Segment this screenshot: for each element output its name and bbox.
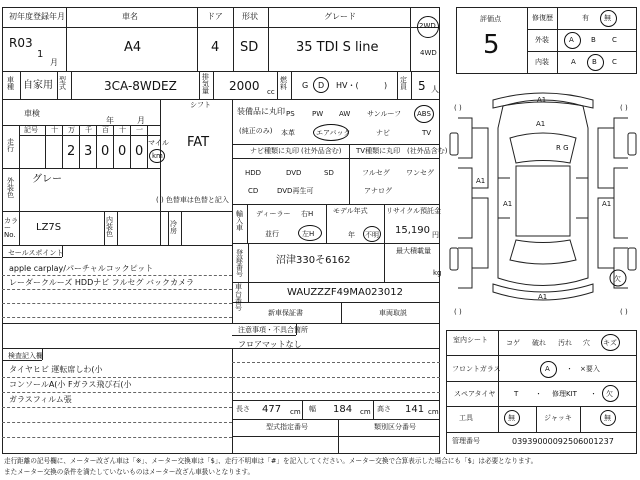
import-label: 輸入車 (236, 210, 243, 232)
interior-grade-c: C (612, 58, 617, 66)
navi-title: ナビ種類に丸印 (250, 147, 299, 155)
front-glass-item: ×要入 (580, 365, 600, 373)
exterior-grade-label: 外装 (535, 36, 549, 44)
model-year-unknown: 不明 (365, 231, 379, 239)
score-label: 評価点 (480, 15, 501, 23)
usage-value: 自家用 (23, 80, 53, 91)
inspector-line: ガラスフィルム張 (9, 395, 72, 404)
mileage-unit-mile: マイル (148, 139, 169, 147)
spare-item: T (514, 390, 519, 398)
color-no-value: LZ7S (36, 222, 62, 233)
spare-item: 修理KIT (552, 390, 577, 398)
inspector-line: タイヤヒビ 運転席しわ(小 (9, 365, 103, 374)
inspector-title: 検査記入欄 (8, 352, 43, 360)
jack-label: ジャッキ (544, 414, 572, 422)
load-label: 最大積載量 (396, 247, 431, 255)
capacity-value: 5 (418, 79, 426, 93)
import-left-hand: 左H (302, 230, 315, 238)
inspection-year: 年 (106, 116, 114, 125)
repair-label: 修復歴 (532, 14, 553, 22)
exterior-grade-b: B (591, 36, 596, 44)
tv-oneseg: ワンセグ (406, 169, 434, 177)
seat-item: キズ (603, 339, 617, 347)
navi-dvd: DVD (286, 169, 302, 177)
footer-line-2: またメーター交換の条件を満たしていないものはメーター改ざん車扱いとなります。 (4, 468, 255, 476)
paren-mark: ( ) (620, 308, 628, 316)
repair-no: 無 (604, 14, 611, 22)
inspector-line: コンソールA(小 Fガラス飛び石(小 (9, 380, 132, 389)
tv-title: TV種類に丸印 (356, 147, 401, 155)
spare-item: 欠 (606, 390, 613, 398)
first-reg-label: 初年度登録年月 (9, 12, 65, 21)
exterior-label: 外装色 (7, 177, 14, 199)
mileage-digit: 0 (135, 144, 144, 159)
capacity-label: 定員 (400, 76, 407, 91)
height-value: 141 (405, 404, 425, 415)
damage-mark: A1 (538, 293, 548, 301)
warranty-card: 新車保証書 (268, 309, 303, 317)
mgmt-number: 03939000092506001237 (512, 437, 614, 446)
capacity-unit: 人 (431, 85, 439, 94)
doors-value: 4 (211, 40, 220, 55)
month-unit: 月 (50, 58, 58, 67)
spare-item: ・ (590, 390, 597, 398)
interior-grade-a: A (571, 58, 576, 66)
damage-mark: A1 (536, 120, 546, 128)
recycle-value: 15,190 (395, 225, 430, 236)
first-reg-era: R03 (9, 36, 33, 50)
fuel-d: D (318, 81, 325, 90)
import-right-hand: 右H (301, 210, 314, 218)
sales-point-line: レーダークルーズ HDDナビ フルセグ バックカメラ (9, 278, 195, 287)
fuel-paren: ) (384, 81, 388, 90)
equip-sunroof: サンルーフ (367, 110, 402, 118)
fuel-hv: HV・( (336, 81, 359, 90)
displacement-value: 2000 (229, 79, 260, 93)
equip-ps: PS (286, 110, 295, 118)
mileage-digit: 0 (118, 144, 127, 159)
grade-label: グレード (324, 12, 356, 21)
mileage-unit-km: km (152, 152, 163, 160)
sales-title: セールスポイント (8, 249, 64, 257)
mileage-digit: 0 (101, 144, 110, 159)
score-value: 5 (483, 30, 500, 60)
recycle-label: リサイクル預託金 (386, 207, 442, 215)
mileage-label: 走行 (7, 138, 14, 153)
color-no-label: カラーNo. (4, 217, 18, 239)
damage-mark: R G (556, 144, 569, 152)
spare-item: ・ (535, 390, 542, 398)
equip-aw: AW (339, 110, 351, 118)
shape-label: 形状 (242, 12, 258, 21)
paren-mark: ( ) (454, 104, 462, 112)
mileage-col-ten: 十 (119, 126, 126, 134)
mileage-col-ten-thousand-ten: 十 (51, 126, 58, 134)
ac-label: 冷房 (170, 220, 177, 235)
cc-unit: cc (267, 88, 275, 96)
front-glass-item: ・ (566, 365, 573, 373)
width-label: 幅 (309, 405, 316, 413)
navi-title-sub: (社外品含む) (301, 147, 342, 155)
damage-mark: A1 (476, 177, 486, 185)
height-unit: cm (428, 408, 439, 416)
caution-title: 注意事項・不具合箇所 (238, 326, 308, 334)
mileage-digit: 3 (84, 144, 93, 159)
spare-label: スペアタイヤ (454, 390, 496, 398)
seat-item: コゲ (506, 339, 520, 347)
car-name-label: 車名 (122, 12, 138, 21)
equipment-title-sub: (純正のみ) (239, 127, 273, 135)
repair-yes: 有 (582, 14, 589, 22)
sales-point-line: apple carplay/パーチャルコックピット (9, 264, 154, 273)
mileage-col-one: 一 (136, 126, 143, 134)
front-glass-item: A (545, 365, 550, 373)
damage-mark: A1 (602, 200, 612, 208)
length-label: 長さ (236, 405, 250, 413)
equip-leather: 本革 (281, 129, 295, 137)
paren-mark: ( ) (620, 104, 628, 112)
equip-abs: ABS (417, 110, 431, 118)
displacement-label: 排気量 (202, 73, 209, 95)
inspection-month: 月 (137, 116, 145, 125)
equip-tv: TV (422, 129, 432, 137)
car-damage-diagram (448, 88, 638, 328)
fuel-g: G (302, 81, 309, 90)
warranty-manual: 車両取説 (379, 309, 407, 317)
exterior-note: ( ) 色替車は色替と記入 (156, 196, 229, 204)
interior-color-label: 内装色 (106, 216, 113, 238)
length-value: 477 (262, 404, 282, 415)
model-year-unit: 年 (348, 231, 355, 239)
navi-dvd-play: DVD再生可 (277, 187, 314, 195)
usage-label: 車種 (7, 76, 14, 91)
paren-mark: ( ) (454, 308, 462, 316)
mileage-col-ten-thousand: 万 (68, 126, 75, 134)
footer-line-1: 走行距離の記号欄に、メーター改ざん車は「※」、メーター交換車は「$」、走行不明車は「#」を記入してください。メーター交換で合算表示した場合にも「$」は必要となります。 (4, 457, 538, 465)
registration-value: 沼津330そ6162 (276, 255, 351, 266)
drive-2wd: 2WD (419, 22, 436, 30)
interior-grade-label: 内装 (535, 58, 549, 66)
equip-pw: PW (312, 110, 324, 118)
import-dealer: ディーラー (256, 210, 291, 218)
exterior-grade-a: A (569, 36, 574, 44)
mileage-col-thousand: 千 (85, 126, 92, 134)
shift-value: FAT (187, 135, 210, 150)
damage-mark: A1 (503, 200, 513, 208)
mileage-col-code: 記号 (24, 126, 38, 134)
shift-label: シフト (190, 101, 211, 109)
equip-airbag: エアバック (316, 129, 351, 137)
navi-cd: CD (248, 187, 259, 195)
navi-hdd: HDD (245, 169, 262, 177)
missing-part-mark: 欠 (614, 275, 621, 283)
shape-value: SD (240, 40, 259, 55)
tv-title-sub: (社外品含む) (407, 147, 448, 155)
inspection-label: 車検 (24, 109, 40, 118)
tv-analog: アナログ (364, 187, 392, 195)
tools-value: 無 (508, 414, 515, 422)
tv-fullseg: フルセグ (362, 169, 390, 177)
first-reg-month: 1 (37, 49, 44, 60)
length-unit: cm (290, 408, 301, 416)
mgmt-label: 管理番号 (452, 437, 480, 445)
model-label: 型式 (59, 76, 66, 91)
seat-item: 穴 (583, 339, 590, 347)
import-parallel: 並行 (265, 230, 279, 238)
seat-item: 破れ (532, 339, 546, 347)
model-year-label: モデル年式 (333, 207, 368, 215)
front-glass-label: フロントガラス (452, 365, 501, 373)
load-unit: kg (433, 269, 442, 277)
type-cert-label: 型式指定番号 (266, 423, 308, 431)
caution-value: フロアマットなし (238, 340, 302, 349)
chassis-value: WAUZZZF49MA023012 (287, 287, 403, 298)
jack-value: 無 (604, 414, 611, 422)
equip-navi: ナビ (376, 129, 390, 137)
exterior-grade-c: C (612, 36, 617, 44)
interior-grade-b: B (592, 58, 597, 66)
width-unit: cm (360, 408, 371, 416)
tools-label: 工具 (459, 414, 473, 422)
seat-label: 室内シート (453, 336, 488, 344)
doors-label: ドア (207, 12, 223, 21)
grade-value: 35 TDI S line (296, 40, 379, 55)
mileage-col-hundred: 百 (102, 126, 109, 134)
exterior-value: グレー (32, 174, 62, 185)
model-value: 3CA-8WDEZ (104, 79, 177, 93)
width-value: 184 (333, 404, 353, 415)
drive-4wd: 4WD (420, 49, 437, 57)
registration-label: 登録番号 (236, 249, 243, 278)
chassis-label: 車台番号 (235, 283, 242, 312)
equipment-title: 装備品に丸印 (237, 107, 285, 116)
class-cert-label: 類別区分番号 (374, 423, 416, 431)
navi-sd: SD (324, 169, 334, 177)
height-label: 高さ (377, 405, 391, 413)
damage-mark: A1 (537, 96, 547, 104)
fuel-label: 燃料 (280, 76, 287, 91)
seat-item: 汚れ (558, 339, 572, 347)
car-name-value: A4 (124, 40, 142, 55)
recycle-unit: 円 (432, 231, 439, 239)
mileage-digit: 2 (67, 144, 76, 159)
